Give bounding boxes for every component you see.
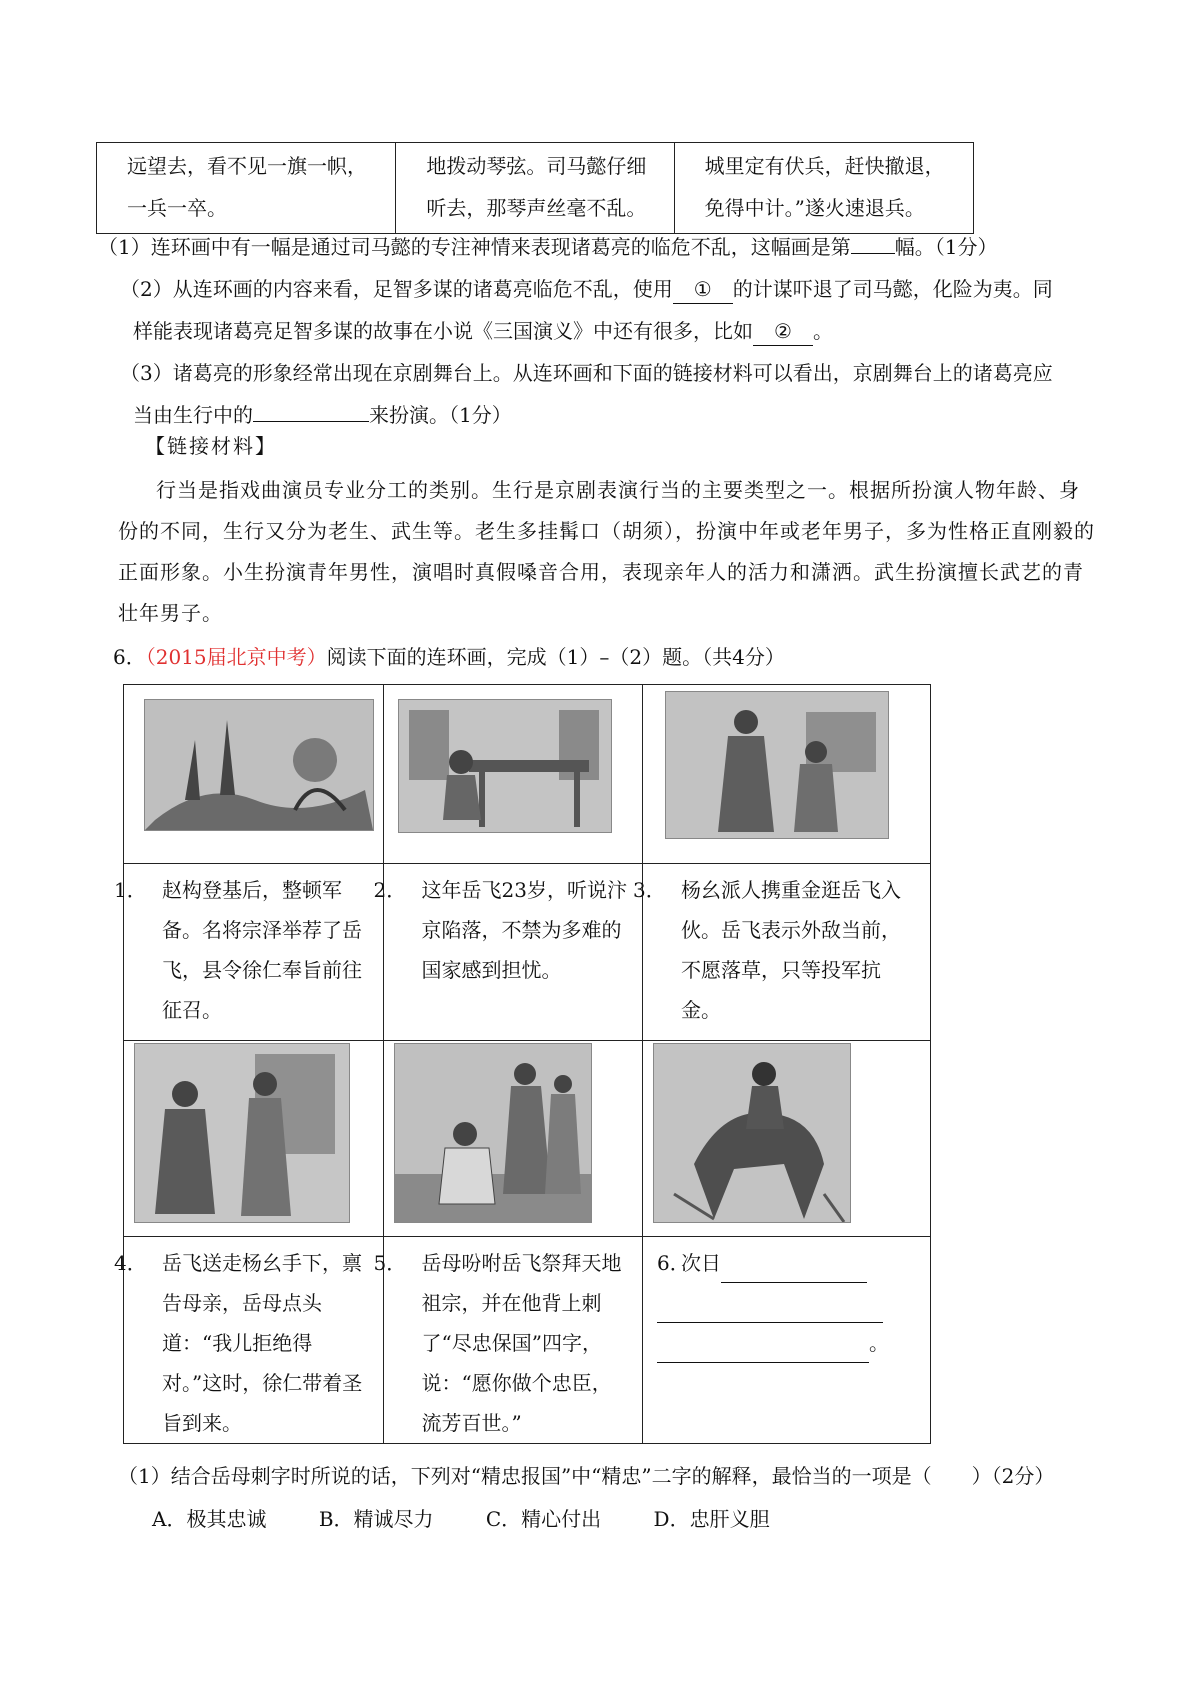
comic-caption-3: 杨幺派人携重金逛岳飞入伙。岳飞表示外敌当前，不愿落草，只等投军抗金。 bbox=[681, 878, 902, 1022]
option-c[interactable]: C．精心付出 bbox=[485, 1507, 602, 1531]
comic-illustration-6 bbox=[653, 1043, 851, 1223]
question-2-text-c: 样能表现诸葛亮足智多谋的故事在小说《三国演义》中还有很多，比如 bbox=[133, 319, 753, 343]
comic-caption-1: 赵构登基后，整顿军备。名将宗泽举荐了岳飞，县令徐仁奉旨前往征召。 bbox=[162, 878, 362, 1022]
link-material-paragraph bbox=[118, 470, 1100, 634]
comic-caption-6-number: 6． bbox=[657, 1251, 690, 1275]
answer-line-3[interactable] bbox=[657, 1336, 869, 1363]
story-cell-3-line1: 城里定有伏兵，赶快撤退， bbox=[704, 154, 945, 178]
question-6-number: 6． bbox=[113, 645, 146, 669]
question-1 bbox=[98, 226, 997, 268]
comic-illustration-2 bbox=[398, 699, 612, 833]
answer-blank-1[interactable]: ① bbox=[673, 275, 733, 304]
question-3-line1: （3）诸葛亮的形象经常出现在京剧舞台上。从连环画和下面的链接材料可以看出，京剧舞台上的诸葛亮应 bbox=[120, 361, 1053, 385]
link-material-text: 行当是指戏曲演员专业分工的类别。生行是京剧表演行当的主要类型之一。根据所扮演人物年龄、身份的不同，生行又分为老生、武生等。老生多挂髯口（胡须），扮演中年或老年男子，多为性格正直刚毅的正面形象。小生扮演青年男性，演唱时真假嗓音合用，表现亲年人的活力和潇洒。武生扮演擅长武艺的青壮年男子。 bbox=[118, 478, 1095, 625]
story-cell-1-line2: 一兵一卒。 bbox=[127, 196, 227, 220]
question-1-suffix: 幅。（1分） bbox=[894, 235, 998, 259]
question-6-source: （2015届北京中考） bbox=[145, 645, 327, 669]
story-cell-2 bbox=[396, 143, 674, 234]
question-6-1-options bbox=[152, 1503, 816, 1535]
comic-caption-5-number: 5． bbox=[373, 1251, 407, 1275]
comic-illustration-3 bbox=[665, 691, 889, 839]
story-cell-2-line1: 地拨动琴弦。司马懿仔细 bbox=[426, 154, 647, 178]
comic-caption-4-number: 4． bbox=[114, 1251, 147, 1275]
comic-caption-2: 这年岳飞23岁，听说汴京陷落，不禁为多难的国家感到担忧。 bbox=[421, 878, 627, 982]
comic-caption-cell-5 bbox=[373, 1237, 643, 1444]
question-2-text-b: 的计谋吓退了司马懿，化险为夷。同 bbox=[732, 277, 1053, 301]
question-3-text-b: 来扮演。（1分） bbox=[369, 403, 512, 427]
comic-caption-cell-6 bbox=[643, 1237, 931, 1444]
question-2-text-d: 。 bbox=[813, 319, 833, 343]
comic-image-cell-2 bbox=[383, 685, 643, 864]
story-cell-1-line1: 远望去，看不见一旗一帜， bbox=[127, 154, 367, 178]
answer-blank-2[interactable]: ② bbox=[753, 317, 813, 346]
question-6-heading bbox=[113, 642, 785, 672]
comic-illustration-5 bbox=[394, 1043, 592, 1223]
story-table-continuation bbox=[96, 142, 974, 234]
comic-image-cell-3 bbox=[643, 685, 931, 864]
comic-caption-cell-3 bbox=[633, 864, 931, 1041]
comic-illustration-1 bbox=[144, 699, 374, 831]
comic-image-cell-4 bbox=[124, 1041, 384, 1237]
comic-illustration-4 bbox=[134, 1043, 350, 1223]
answer-line-1[interactable] bbox=[721, 1256, 867, 1283]
comic-caption-3-number: 3． bbox=[633, 878, 666, 902]
comic-caption-2-number: 2． bbox=[373, 878, 407, 902]
question-2-line1 bbox=[120, 268, 1053, 310]
comic-caption-cell-2 bbox=[373, 864, 643, 1041]
story-cell-2-line2: 听去，那琴声丝毫不乱。 bbox=[426, 196, 647, 220]
option-b[interactable]: B．精诚尽力 bbox=[318, 1507, 434, 1531]
answer-line-2[interactable] bbox=[657, 1296, 883, 1323]
story-cell-1 bbox=[97, 143, 396, 234]
story-cell-3 bbox=[674, 143, 973, 234]
answer-blank-role[interactable] bbox=[253, 421, 369, 422]
question-3-text-a: 当由生行中的 bbox=[133, 403, 253, 427]
answer-blank-panel-number[interactable] bbox=[851, 253, 895, 254]
story-cell-3-line2: 免得中计。”遂火速退兵。 bbox=[704, 196, 925, 220]
question-6-1: （1）结合岳母刺字时所说的话，下列对“精忠报国”中“精忠”二字的解释，最恰当的一项是（ ）（2分） bbox=[118, 1464, 1055, 1488]
question-2-line2 bbox=[133, 310, 833, 352]
comic-caption-6-end: 。 bbox=[869, 1331, 890, 1355]
option-a[interactable]: A．极其忠诚 bbox=[152, 1507, 267, 1531]
comic-caption-5: 岳母吩咐岳飞祭拜天地祖宗，并在他背上刺了“尽忠保国”四字，说：“愿你做个忠臣，流芳百世。” bbox=[421, 1251, 622, 1435]
comic-caption-6: 次日 bbox=[681, 1251, 722, 1275]
comic-image-cell-1 bbox=[124, 685, 384, 864]
question-2-text-a: （2）从连环画的内容来看，足智多谋的诸葛亮临危不乱，使用 bbox=[120, 277, 673, 301]
question-6-instruction: 阅读下面的连环画，完成（1）–（2）题。（共4分） bbox=[326, 645, 785, 669]
comic-caption-1-number: 1． bbox=[114, 878, 147, 902]
comic-caption-4: 岳飞送走杨幺手下，禀告母亲，岳母点头道：“我儿拒绝得对。”这时，徐仁带着圣旨到来。 bbox=[162, 1251, 363, 1435]
option-d[interactable]: D．忠肝义胆 bbox=[653, 1507, 770, 1531]
comic-table bbox=[114, 684, 931, 1444]
comic-image-cell-5 bbox=[383, 1041, 643, 1237]
link-material-heading: 【链接材料】 bbox=[145, 434, 277, 458]
question-1-text: （1）连环画中有一幅是通过司马懿的专注神情来表现诸葛亮的临危不乱，这幅画是第 bbox=[98, 235, 851, 259]
comic-caption-cell-1 bbox=[114, 864, 384, 1041]
comic-caption-cell-4 bbox=[114, 1237, 384, 1444]
comic-image-cell-6 bbox=[643, 1041, 931, 1237]
